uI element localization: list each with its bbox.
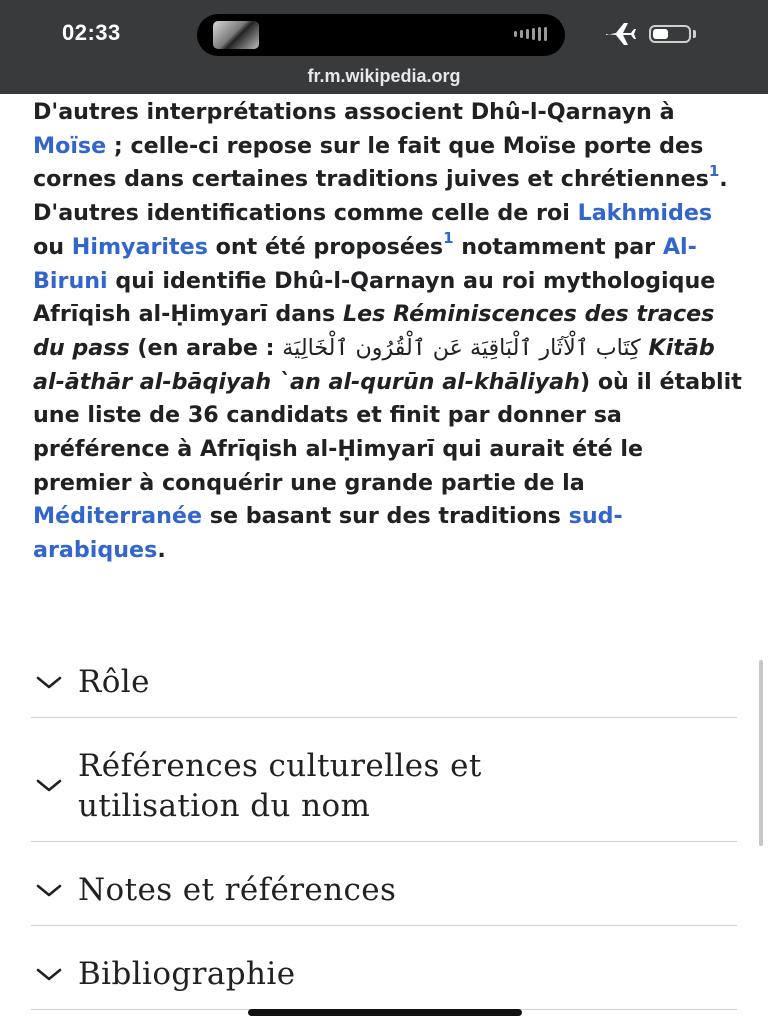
- reference-1[interactable]: 1: [708, 162, 720, 181]
- book-title: Les Réminiscences des traces du pass: [33, 301, 715, 361]
- link-sud-arabiques[interactable]: sud-arabiques: [33, 503, 623, 564]
- link-moise[interactable]: Moïse: [33, 132, 107, 159]
- link-mediterranee[interactable]: Méditerranée: [33, 503, 203, 530]
- section-title: Bibliographie: [78, 956, 296, 992]
- waveform-icon: [514, 27, 547, 41]
- section-references-culturelles[interactable]: [31, 718, 737, 842]
- section-bibliographie[interactable]: [31, 926, 737, 1010]
- dynamic-island[interactable]: [197, 14, 565, 56]
- chevron-down-icon: [36, 676, 62, 690]
- link-al-biruni[interactable]: Al-Biruni: [33, 233, 697, 294]
- home-indicator[interactable]: [248, 1009, 522, 1016]
- now-playing-thumbnail[interactable]: [213, 21, 259, 49]
- reference-1-again[interactable]: 1: [443, 229, 454, 248]
- chevron-down-icon: [36, 968, 62, 982]
- status-time: 02:33: [62, 20, 121, 45]
- section-title: Rôle: [78, 664, 150, 700]
- address-bar-url[interactable]: fr.m.wikipedia.org: [307, 66, 461, 86]
- section-title: Références culturelles et utilisation du nom: [78, 748, 482, 824]
- article-paragraph: D'autres interprétations associent Dhû-l-Qarnayn à Moïse ; celle-ci repose sur le fait que Moïse porte des cornes dans certaines traditions juives et chrétiennes$^1$. D'autres identifications comme celle de roi Lakhmides ou Himyarites ont été proposées$^1$ notamment par Al-Biruni qui identifie Dhû-l-Qarnayn au roi mythologique Afrīqish al-Ḥimyarī dans Les Réminiscences des traces du pass (en arabe : كِتَاب ٱلْآثَار ٱلْبَاقِيَة عَن ٱلْقُرُون ٱلْخَالِيَة Kitāb al-āthār al-bāqiyah `an al-qurūn al-khāliyah) où il établit une liste de 36 candidats et finit par donner sa préférence à Afrīqish al-Ḥimyarī qui aurait été le premier à conquérir une grande partie de la Méditerranée se basant sur des traditions sud-arabiques.: [33, 99, 742, 564]
- section-title: Notes et références: [78, 872, 397, 908]
- article-body: [33, 96, 743, 568]
- scrollbar[interactable]: [759, 660, 763, 846]
- section-role[interactable]: [31, 648, 737, 718]
- chevron-down-icon: [36, 884, 62, 898]
- link-lakhmides[interactable]: Lakhmides: [577, 200, 713, 227]
- link-himyarites[interactable]: Himyarites: [71, 233, 208, 260]
- transliterated-title: Kitāb al-āthār al-bāqiyah `an al-qurūn al-khāliyah: [33, 334, 715, 395]
- chevron-down-icon: [36, 779, 62, 793]
- section-notes-references[interactable]: [31, 842, 737, 926]
- status-bar: [0, 0, 768, 94]
- airplane-icon: [604, 20, 636, 48]
- arabic-title: كِتَاب ٱلْآثَار ٱلْبَاقِيَة عَن ٱلْقُرُون ٱلْخَالِيَة: [282, 334, 641, 361]
- battery-icon: [649, 25, 691, 43]
